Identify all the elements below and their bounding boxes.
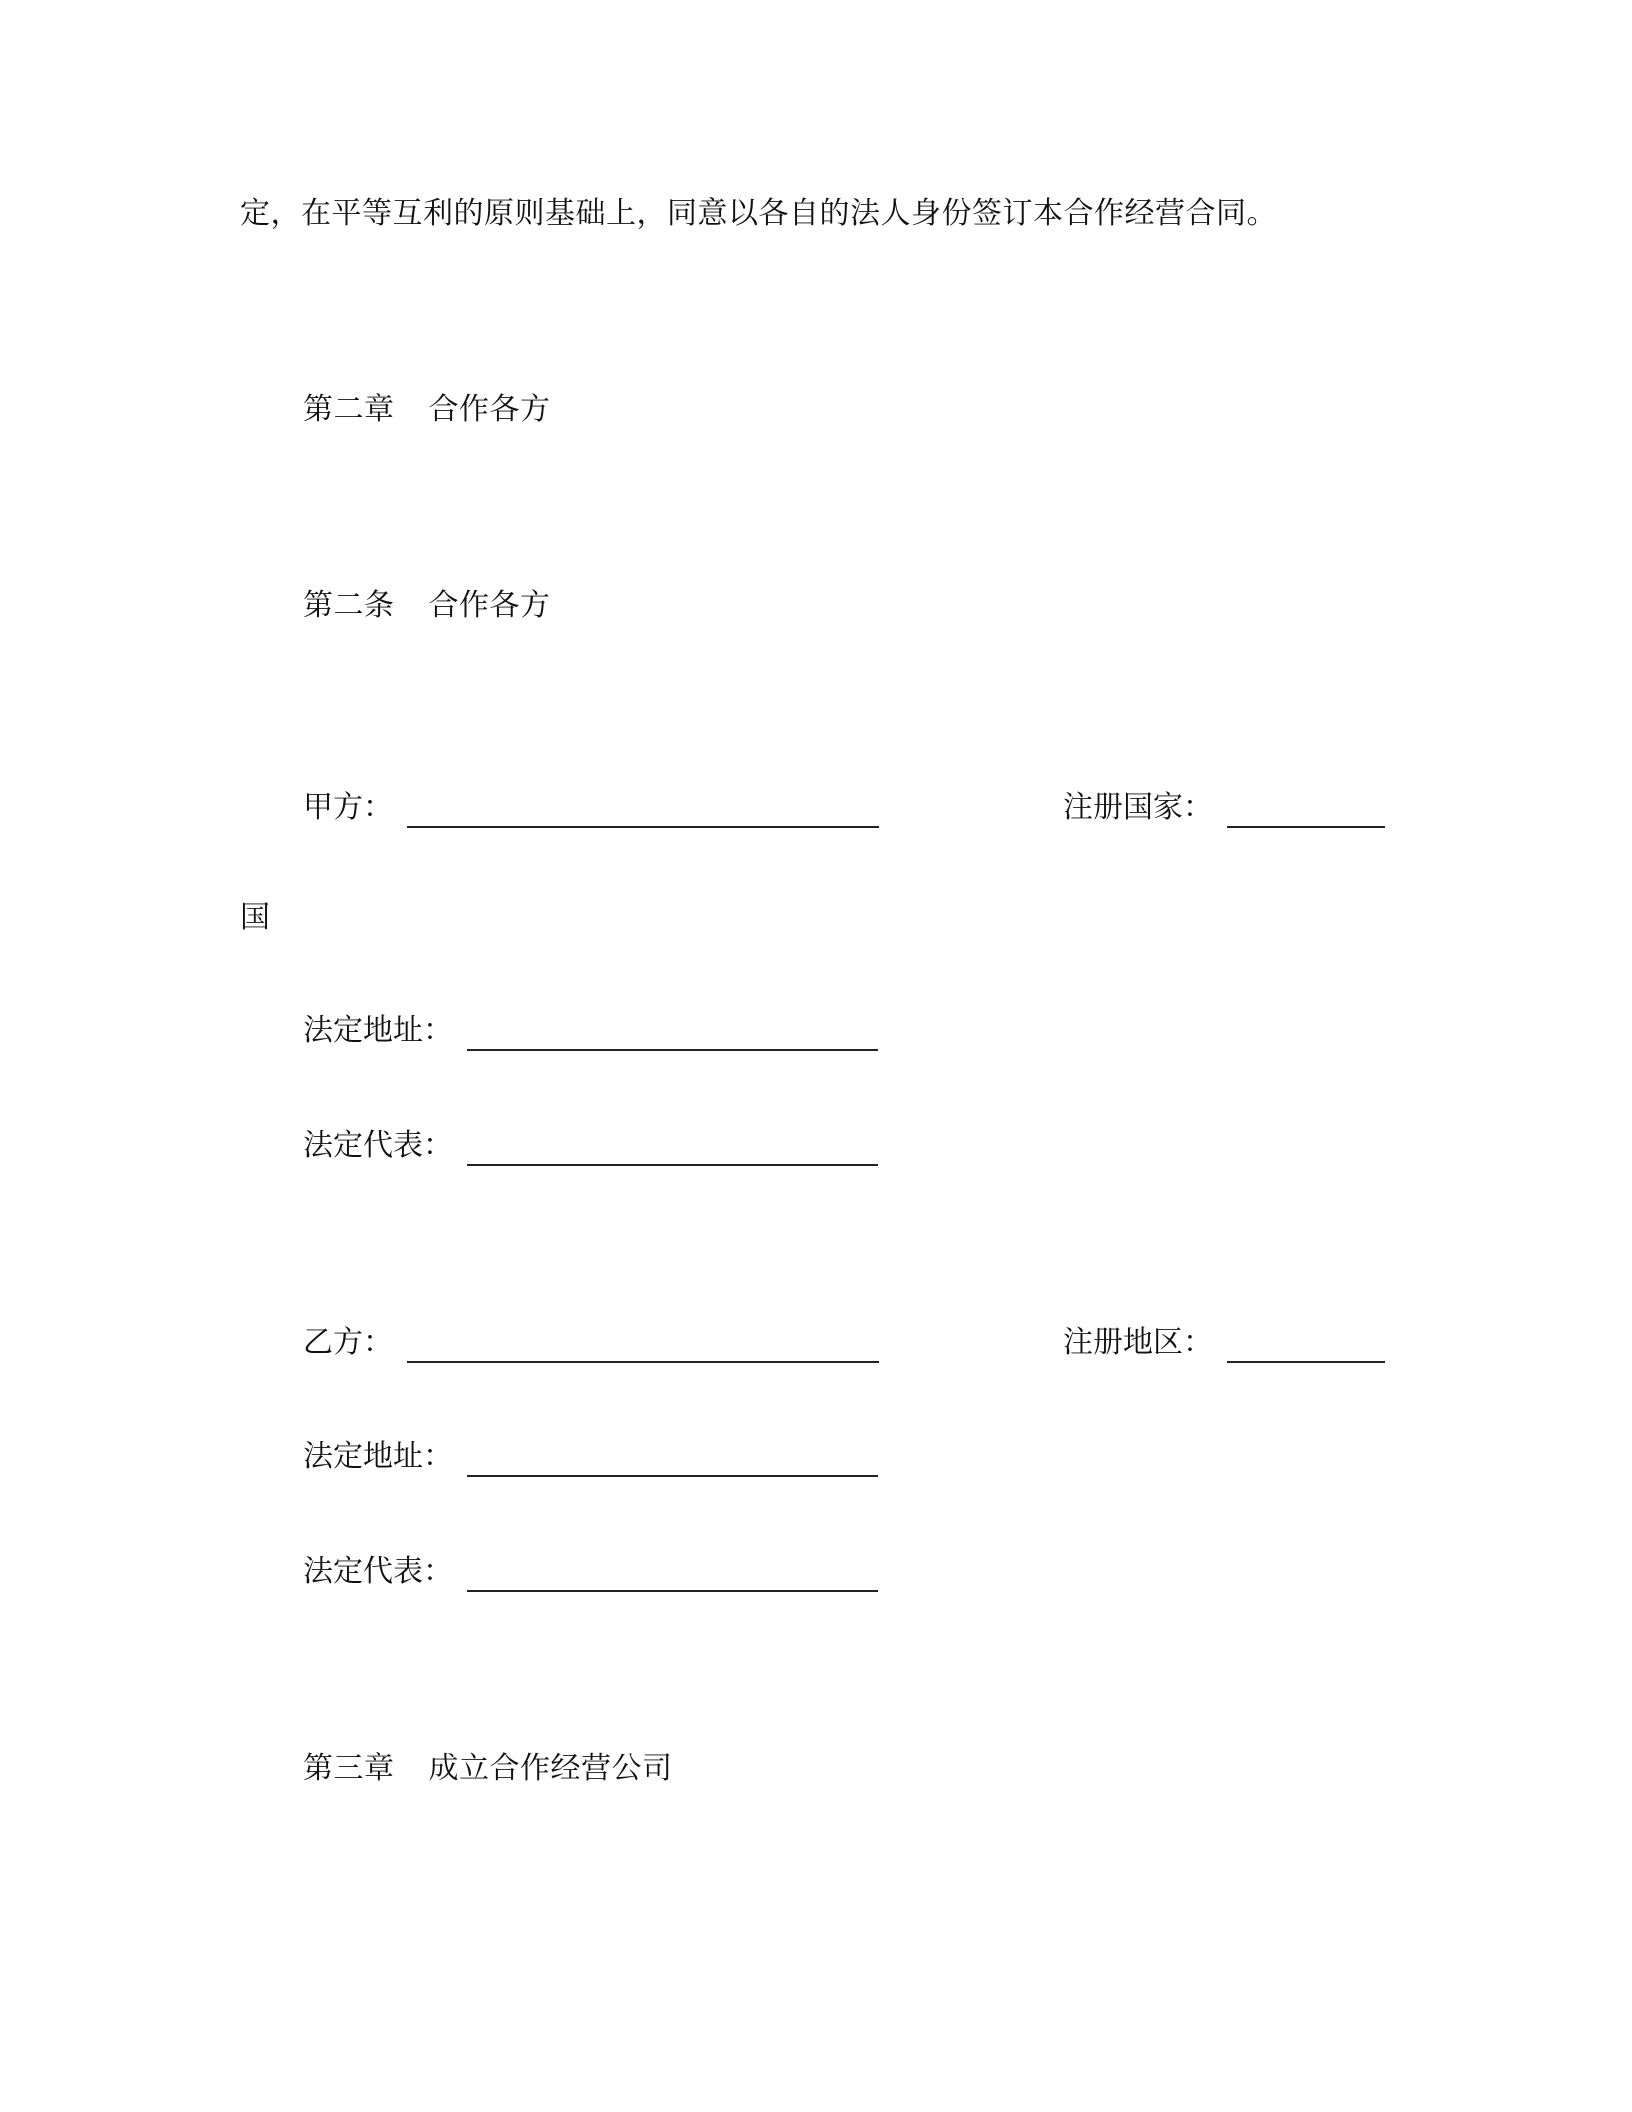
party-a-address-field: [303, 1011, 878, 1051]
party-b-region-blank[interactable]: [1227, 1327, 1385, 1363]
party-a-registration-label: 注册国家：: [1063, 790, 1213, 825]
party-b-registration-label: 注册地区：: [1063, 1325, 1213, 1360]
party-b-representative-field: [303, 1552, 878, 1592]
party-a-label: 甲方：: [303, 790, 393, 825]
party-a-name-blank[interactable]: [407, 792, 879, 828]
chapter-2-heading: [303, 390, 551, 430]
party-a-representative-field: [303, 1126, 878, 1166]
party-a-name-field: [303, 788, 879, 828]
chapter-2-number: 第二章: [303, 392, 395, 427]
party-a-address-label: 法定地址：: [303, 1013, 453, 1048]
chapter-2-title: 合作各方: [428, 392, 551, 427]
party-b-address-field: [303, 1437, 878, 1477]
party-a-address-blank[interactable]: [467, 1015, 878, 1051]
party-b-address-blank[interactable]: [467, 1441, 878, 1477]
party-a-representative-label: 法定代表：: [303, 1128, 453, 1163]
article-2-number: 第二条: [303, 588, 395, 623]
party-a-country-suffix: 国: [240, 900, 271, 935]
article-2-heading: [303, 586, 551, 626]
party-b-representative-blank[interactable]: [467, 1556, 878, 1592]
party-a-representative-blank[interactable]: [467, 1130, 878, 1166]
party-b-region-field: [1063, 1323, 1385, 1363]
party-b-representative-label: 法定代表：: [303, 1554, 453, 1589]
party-b-name-field: [303, 1323, 879, 1363]
chapter-3-number: 第三章: [303, 1751, 395, 1786]
article-2-title: 合作各方: [428, 588, 551, 623]
intro-paragraph: 定，在平等互利的原则基础上，同意以各自的法人身份签订本合作经营合同。: [240, 196, 1277, 231]
party-b-label: 乙方：: [303, 1325, 393, 1360]
party-b-address-label: 法定地址：: [303, 1439, 453, 1474]
chapter-3-heading: [303, 1749, 673, 1789]
party-a-country-field: [1063, 788, 1385, 828]
party-a-country-blank[interactable]: [1227, 792, 1385, 828]
party-b-name-blank[interactable]: [407, 1327, 879, 1363]
chapter-3-title: 成立合作经营公司: [428, 1751, 673, 1786]
